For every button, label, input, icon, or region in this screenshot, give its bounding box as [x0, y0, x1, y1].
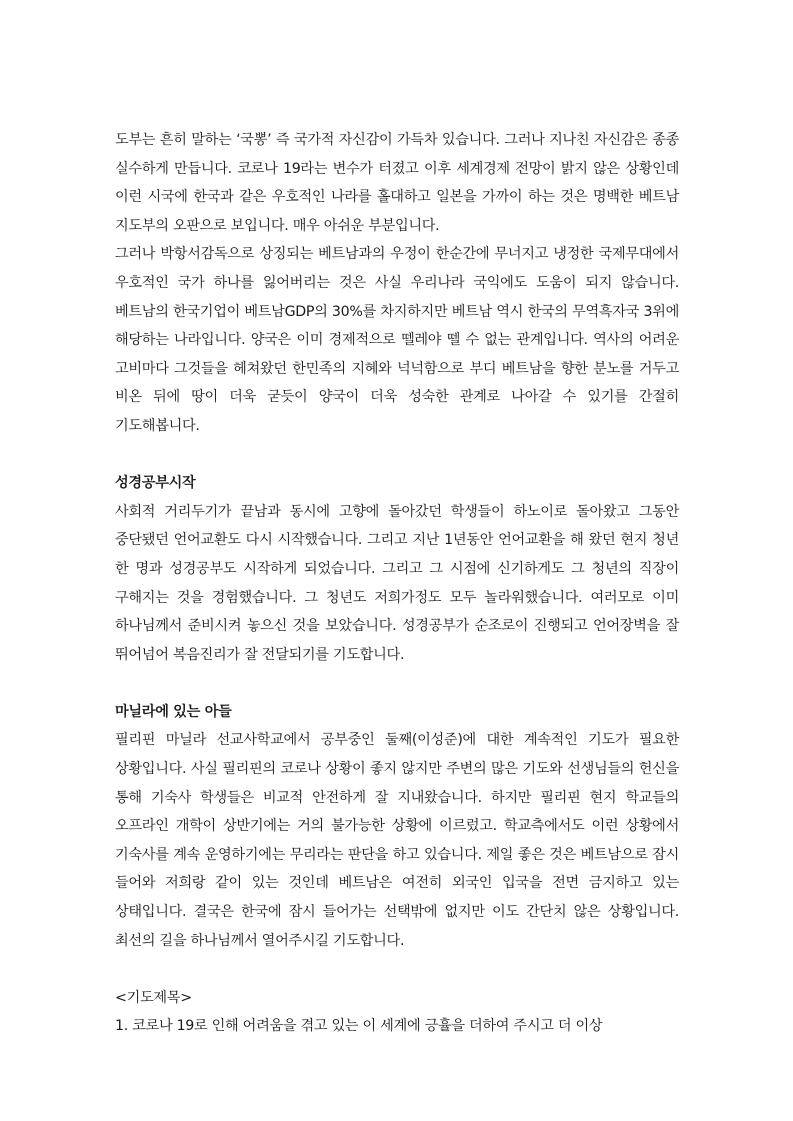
prayer-item-1: 1. 코로나 19로 인해 어려움을 겪고 있는 이 세계에 긍휼을 더하여 주시고 더 이상 [115, 1018, 603, 1035]
section-heading: 마닐라에 있는 아들 [115, 703, 232, 720]
paragraph-spacer [115, 955, 679, 984]
document-body [115, 126, 679, 1041]
paragraph-friendship-prayer: 그러나 박항서감독으로 상징되는 베트남과의 우정이 한순간에 무너지고 냉정한 국제무대에서 우호적인 국가 하나를 잃어버리는 것은 사실 우리나라 국익에도 도움이 되지 않습니다. 베트남의 한국기업이 베트남GDP의 30%를 차지하지만 베트남 역시 한국의 무역흑자국 3위에 해당하는 나라입니다. 양국은 이미 경제적으로 뗄레야 뗄 수 없는 관계입니다. 역사의 어려운 고비마다 그것들을 헤쳐왔던 한민족의 지혜와 넉넉함으로 부디 베트남을 향한 분노를 거두고 비온 뒤에 땅이 더욱 굳듯이 양국이 더욱 성숙한 관계로 나아갈 수 있기를 간절히 기도해봅니다. [115, 246, 679, 434]
section-son-in-manila [115, 698, 679, 955]
section-heading: 성경공부시작 [115, 475, 196, 492]
prayer-topics-heading: <기도제목> [115, 989, 192, 1006]
paragraph-vietnam-leadership: 도부는 흔히 말하는 ‘국뽕’ 즉 국가적 자신감이 가득차 있습니다. 그러나 지나친 자신감은 종종 실수하게 만듭니다. 코로나 19라는 변수가 터졌고 이후 세계경제 전망이 밝지 않은 상황인데 이런 시국에 한국과 같은 우호적인 나라를 홀대하고 일본을 가까이 하는 것은 명백한 베트남 지도부의 오판으로 보입니다. 매우 아쉬운 부분입니다. [115, 132, 679, 234]
section-bible-study [115, 469, 679, 669]
paragraph-spacer [115, 441, 679, 470]
section-body: 사회적 거리두기가 끝남과 동시에 고향에 돌아갔던 학생들이 하노이로 돌아왔고 그동안 중단됐던 언어교환도 다시 시작했습니다. 그리고 지난 1년동안 언어교환을 해 왔던 현지 청년 한 명과 성경공부도 시작하게 되었습니다. 그리고 그 시점에 신기하게도 그 청년의 직장이 구해지는 것을 경험했습니다. 그 청년도 저희가정도 모두 놀라워했습니다. 여러모로 이미 하나님께서 준비시켜 놓으신 것을 보았습니다. 성경공부가 순조로이 진행되고 언어장벽을 잘 뛰어넘어 복음진리가 잘 전달되기를 기도합니다. [115, 503, 679, 663]
section-prayer-topics [115, 984, 679, 1041]
section-body: 필리핀 마닐라 선교사학교에서 공부중인 둘째(이성준)에 대한 계속적인 기도가 필요한 상황입니다. 사실 필리핀의 코로나 상황이 좋지 않지만 주변의 많은 기도와 선생님들의 헌신을 통해 기숙사 학생들은 비교적 안전하게 잘 지내왔습니다. 하지만 필리핀 현지 학교들의 오프라인 개학이 상반기에는 거의 불가능한 상황에 이르렀고. 학교측에서도 이런 상황에서 기숙사를 계속 운영하기에는 무리라는 판단을 하고 있습니다. 제일 좋은 것은 베트남으로 잠시 들어와 저희랑 같이 있는 것인데 베트남은 여전히 외국인 입국을 전면 금지하고 있는 상태입니다. 결국은 한국에 잠시 들어가는 선택밖에 없지만 이도 간단치 않은 상황입니다. 최선의 길을 하나님께서 열어주시길 기도합니다. [115, 732, 679, 949]
paragraph-spacer [115, 669, 679, 698]
